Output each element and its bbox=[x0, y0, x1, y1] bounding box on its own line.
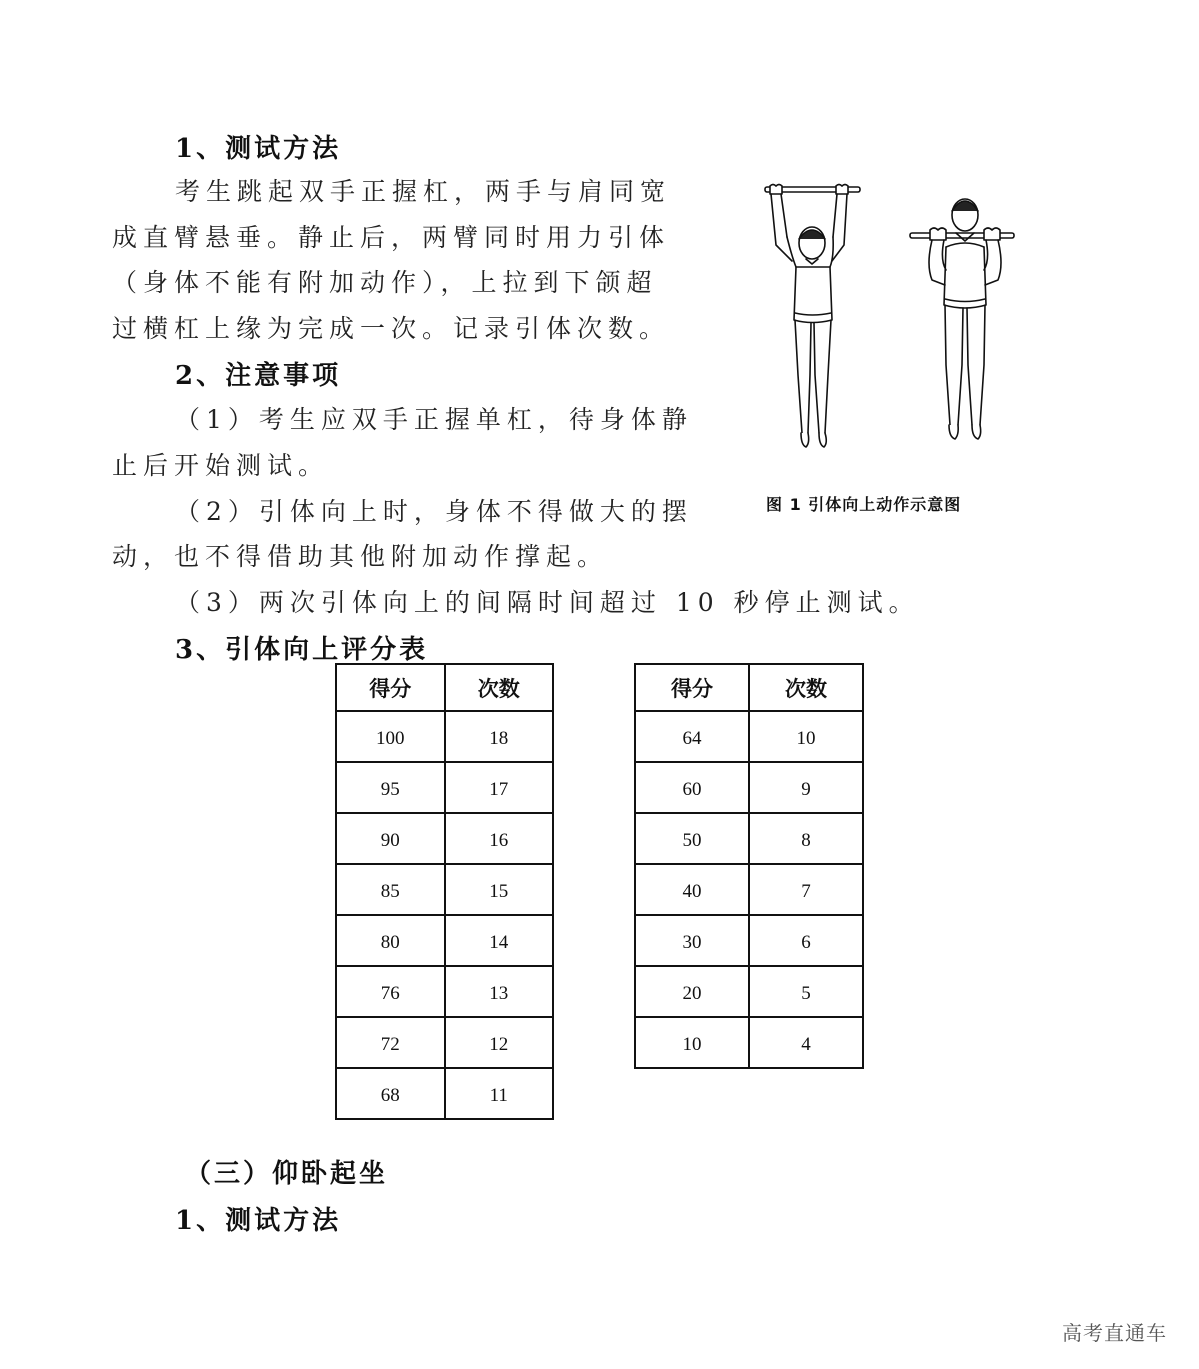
section-1-line-2: 成直臂悬垂。静止后，两臂同时用力引体 bbox=[112, 223, 671, 252]
count-cell: 7 bbox=[749, 864, 863, 915]
section-1-line-4: 过横杠上缘为完成一次。记录引体次数。 bbox=[112, 314, 671, 343]
score-cell: 100 bbox=[336, 711, 445, 762]
count-cell: 5 bbox=[749, 966, 863, 1017]
table-row bbox=[635, 864, 863, 915]
note-3: （3）两次引体向上的间隔时间超过 10 秒停止测试。 bbox=[175, 588, 920, 617]
section-2-title: 2、注意事项 bbox=[175, 361, 342, 391]
table-row bbox=[635, 813, 863, 864]
pullup-illustration bbox=[740, 175, 1040, 465]
table-row bbox=[635, 915, 863, 966]
score-table-left bbox=[335, 663, 554, 1120]
score-cell: 30 bbox=[635, 915, 749, 966]
score-cell: 68 bbox=[336, 1068, 445, 1119]
table-row bbox=[336, 915, 553, 966]
count-cell: 4 bbox=[749, 1017, 863, 1068]
score-table-right bbox=[634, 663, 864, 1069]
score-cell: 40 bbox=[635, 864, 749, 915]
section-1-line-3: （身体不能有附加动作），上拉到下颌超 bbox=[112, 268, 658, 297]
score-cell: 95 bbox=[336, 762, 445, 813]
table-row bbox=[336, 762, 553, 813]
watermark-text: 高考直通车 bbox=[1062, 1321, 1167, 1345]
count-cell: 8 bbox=[749, 813, 863, 864]
count-cell: 15 bbox=[445, 864, 554, 915]
table-row bbox=[336, 864, 553, 915]
header-score: 得分 bbox=[635, 664, 749, 711]
figure-caption: 图 1 引体向上动作示意图 bbox=[766, 495, 962, 514]
score-cell: 60 bbox=[635, 762, 749, 813]
score-cell: 20 bbox=[635, 966, 749, 1017]
table-header-row bbox=[635, 664, 863, 711]
table-row bbox=[635, 762, 863, 813]
section-1-line-1: 考生跳起双手正握杠，两手与肩同宽 bbox=[175, 177, 672, 206]
note-2-line-2: 动，也不得借助其他附加动作撑起。 bbox=[112, 542, 609, 571]
header-count: 次数 bbox=[445, 664, 554, 711]
next-section-subtitle: 1、测试方法 bbox=[175, 1206, 342, 1236]
count-cell: 14 bbox=[445, 915, 554, 966]
score-cell: 90 bbox=[336, 813, 445, 864]
table-row bbox=[635, 711, 863, 762]
count-cell: 12 bbox=[445, 1017, 554, 1068]
section-3-title: 3、引体向上评分表 bbox=[175, 635, 429, 665]
count-cell: 13 bbox=[445, 966, 554, 1017]
count-cell: 10 bbox=[749, 711, 863, 762]
score-cell: 80 bbox=[336, 915, 445, 966]
score-cell: 50 bbox=[635, 813, 749, 864]
table-row bbox=[635, 1017, 863, 1068]
table-row bbox=[336, 711, 553, 762]
note-2-line-1: （2）引体向上时，身体不得做大的摆 bbox=[175, 497, 693, 526]
count-cell: 11 bbox=[445, 1068, 554, 1119]
table-header-row bbox=[336, 664, 553, 711]
section-1-title: 1、测试方法 bbox=[175, 134, 342, 164]
table-row bbox=[336, 813, 553, 864]
next-section-title: （三）仰卧起坐 bbox=[185, 1159, 389, 1189]
score-cell: 85 bbox=[336, 864, 445, 915]
header-count: 次数 bbox=[749, 664, 863, 711]
score-cell: 72 bbox=[336, 1017, 445, 1068]
count-cell: 18 bbox=[445, 711, 554, 762]
table-row bbox=[336, 1017, 553, 1068]
count-cell: 9 bbox=[749, 762, 863, 813]
table-row bbox=[336, 1068, 553, 1119]
score-cell: 76 bbox=[336, 966, 445, 1017]
figure-hanging bbox=[765, 185, 860, 448]
count-cell: 16 bbox=[445, 813, 554, 864]
score-cell: 10 bbox=[635, 1017, 749, 1068]
note-1-line-1: （1）考生应双手正握单杠，待身体静 bbox=[175, 405, 693, 434]
header-score: 得分 bbox=[336, 664, 445, 711]
figure-chin-over-bar bbox=[910, 199, 1014, 439]
count-cell: 17 bbox=[445, 762, 554, 813]
table-row bbox=[635, 966, 863, 1017]
count-cell: 6 bbox=[749, 915, 863, 966]
table-row bbox=[336, 966, 553, 1017]
score-cell: 64 bbox=[635, 711, 749, 762]
note-1-line-2: 止后开始测试。 bbox=[112, 451, 330, 480]
